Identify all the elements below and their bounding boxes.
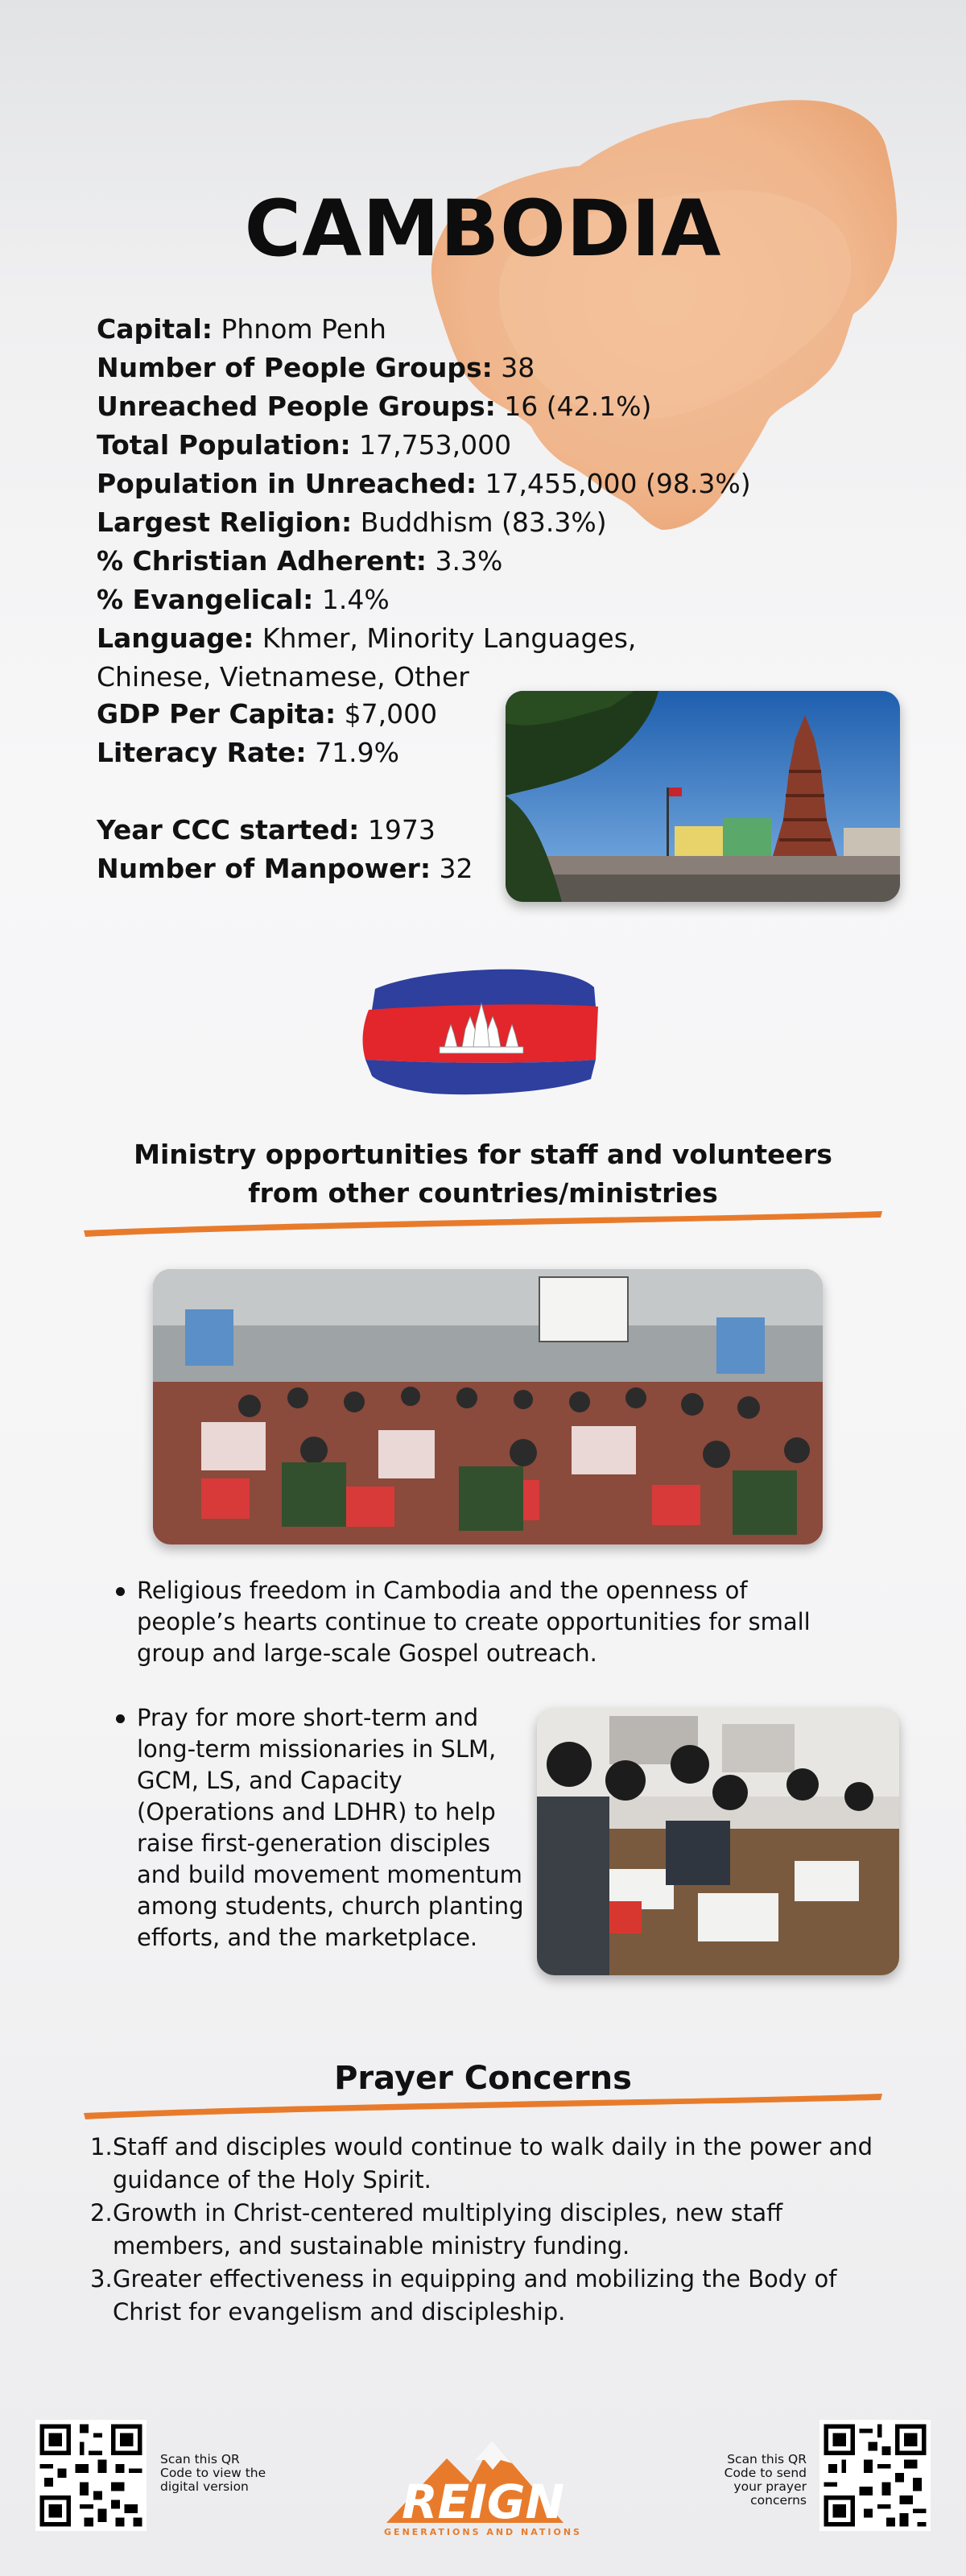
ministry-heading: Ministry opportunities for staff and volunteers from other countries/ministries [134, 1139, 832, 1209]
qr-code-icon[interactable] [819, 2420, 931, 2531]
prayer-heading: Prayer Concerns [334, 2060, 632, 2097]
fact-christian-adherent: % Christian Adherent: 3.3% [97, 545, 503, 577]
fact-capital: Capital: Phnom Penh [97, 313, 386, 345]
qr-right-note: Scan this QR Code to send your prayer concerns [724, 2452, 807, 2508]
fact-people-groups: Number of People Groups: 38 [97, 352, 535, 383]
list-item: 1. Staff and disciples would continue to walk daily in the power and guidance of the Holy Spirit. [90, 2133, 873, 2194]
fact-largest-religion: Largest Religion: Buddhism (83.3%) [97, 507, 607, 538]
qr-code-icon[interactable] [35, 2420, 147, 2531]
list-item: 2. Growth in Christ-centered multiplying disciples, new staff members, and sustainable ministry funding. [90, 2199, 783, 2260]
fact-literacy: Literacy Rate: 71.9% [97, 737, 399, 768]
orange-brush-divider [80, 1208, 886, 1240]
fact-gdp: GDP Per Capita: $7,000 [97, 698, 438, 730]
fact-total-population: Total Population: 17,753,000 [97, 429, 512, 461]
gospel-meeting-photo [153, 1269, 823, 1544]
fact-language-continued: Chinese, Vietnamese, Other [97, 661, 469, 693]
prayer-list [90, 2131, 895, 2329]
fact-evangelical: % Evangelical: 1.4% [97, 584, 390, 615]
logo-tagline: GENERATIONS AND NATIONS [384, 2527, 582, 2537]
cambodia-flag [361, 957, 602, 1110]
facts-list [97, 310, 821, 697]
facts-list-ccc [97, 811, 515, 888]
fact-language: Language: Khmer, Minority Languages, [97, 622, 637, 654]
ministry-bullet-list-2 [113, 1702, 531, 1954]
logo-word: REIGN [401, 2475, 565, 2529]
list-item: Pray for more short-term and long-term missionaries in SLM, GCM, LS, and Capacity (Operations and LDHR) to help raise first-generation disciples and build movement momentum among students, church planting efforts, and the marketplace. [113, 1702, 531, 1954]
fact-manpower: Number of Manpower: 32 [97, 853, 473, 884]
ministry-bullet-list-1 [113, 1575, 837, 1669]
students-study-photo [537, 1708, 899, 1975]
fact-unreached-population: Population in Unreached: 17,455,000 (98.3%) [97, 468, 751, 499]
independence-monument-photo [506, 691, 900, 902]
fact-year-started: Year CCC started: 1973 [97, 814, 436, 846]
orange-brush-divider [80, 2089, 886, 2121]
list-item: Religious freedom in Cambodia and the openness of people’s hearts continue to create opportunities for small group and large-scale Gospel outreach. [113, 1575, 837, 1669]
qr-left-note: Scan this QR Code to view the digital version [160, 2452, 266, 2494]
fact-unreached-groups: Unreached People Groups: 16 (42.1%) [97, 391, 652, 422]
list-item: 3. Greater effectiveness in equipping and mobilizing the Body of Christ for evangelism and discipleship. [90, 2265, 837, 2326]
reign-logo [354, 2428, 612, 2541]
page-title: CAMBODIA [244, 184, 722, 274]
facts-list-economy [97, 695, 515, 772]
